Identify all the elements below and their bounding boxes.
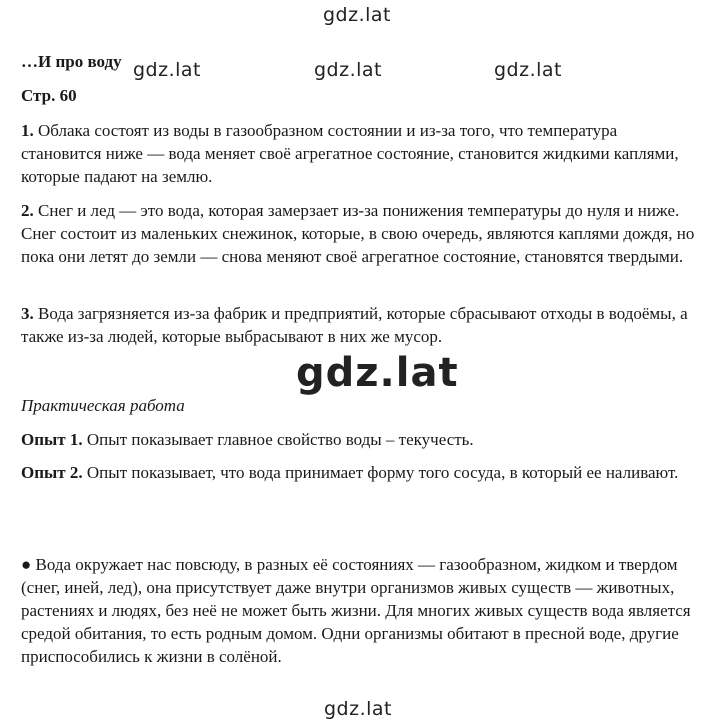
answer-number: 3.: [21, 304, 34, 323]
answer-number: 1.: [21, 121, 34, 140]
page-reference: Стр. 60: [21, 86, 77, 105]
conclusion-paragraph: ● Вода окружает нас повсюду, в разных её состояниях — газообразном, жидком и твердом (снег, иней, лед), она присутствует даже внутри организмов живых существ — животных, растениях и людях, без неё не может быть жизни. Для многих живых существ вода является средой обитания, то есть родным домом. Одни организмы обитают в пресной воде, другие приспособились к жизни в солёной.: [21, 555, 691, 666]
experiment-label: Опыт 1.: [21, 430, 83, 449]
watermark-row-1: gdz.lat: [133, 59, 202, 81]
watermark-top: gdz.lat: [323, 4, 392, 26]
experiment-label: Опыт 2.: [21, 463, 83, 482]
watermark-center: gdz.lat: [296, 350, 459, 396]
answer-text: Облака состоят из воды в газообразном состоянии и из-за того, что температура становится ниже — вода меняет своё агрегатное состояние, становится жидкими каплями, которые падают на землю.: [21, 121, 679, 186]
answer-text: Снег и лед — это вода, которая замерзает из-за понижения температуры до нуля и ниже. Снег состоит из маленьких снежинок, которые, в свою очередь, являются каплями дождя, но пока они летят до земли — снова меняют своё агрегатное состояние, становятся твердыми.: [21, 201, 695, 266]
answer-3: [21, 302, 701, 348]
experiment-text: Опыт показывает главное свойство воды – текучесть.: [86, 430, 474, 449]
section-heading: …И про воду: [21, 52, 122, 71]
watermark-bottom: gdz.lat: [324, 698, 393, 720]
experiment-text: Опыт показывает, что вода принимает форму того сосуда, в который ее наливают.: [86, 463, 679, 482]
experiment-2: [21, 461, 701, 484]
watermark-row-2: gdz.lat: [314, 59, 383, 81]
answer-1: [21, 119, 701, 188]
practical-work-title: Практическая работа: [21, 396, 185, 415]
experiment-1: [21, 428, 701, 451]
watermark-row-3: gdz.lat: [494, 59, 563, 81]
answer-number: 2.: [21, 201, 34, 220]
answer-text: Вода загрязняется из-за фабрик и предприятий, которые сбрасывают отходы в водоёмы, а также из-за людей, которые выбрасывают в них же мусор.: [21, 304, 688, 346]
answer-2: [21, 199, 701, 268]
